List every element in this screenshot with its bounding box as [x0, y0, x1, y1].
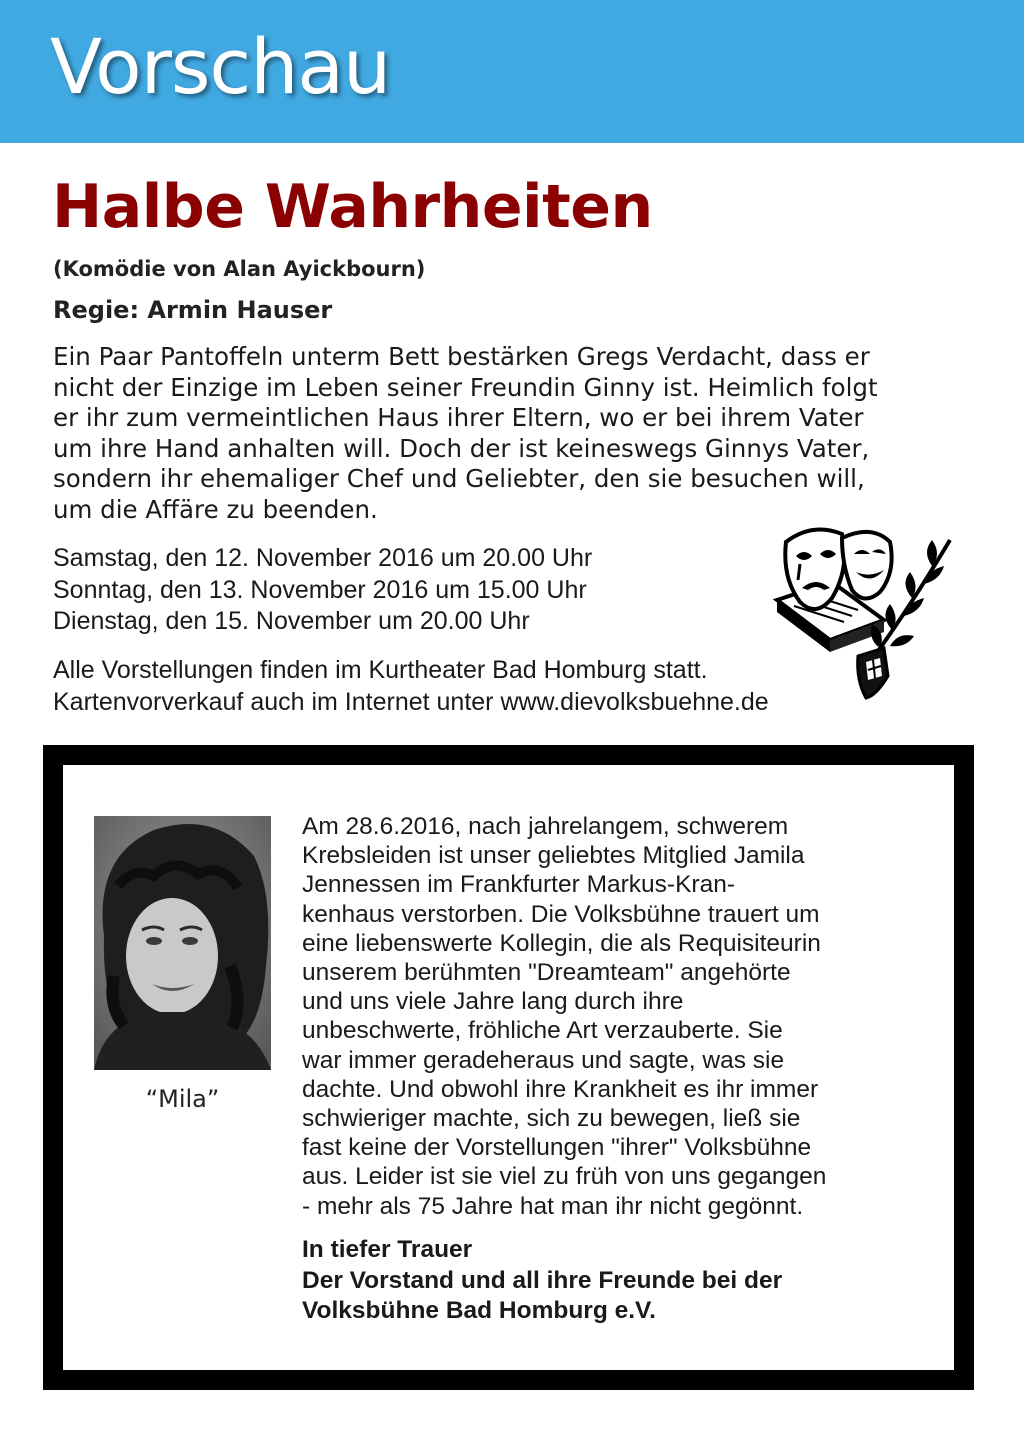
- obituary-line: unbeschwerte, fröhliche Art verzauberte. Sie: [302, 1017, 783, 1045]
- play-subtitle: (Komödie von Alan Ayickbourn): [53, 257, 426, 281]
- play-director: Regie: Armin Hauser: [53, 296, 333, 324]
- obituary-line: schwieriger machte, sich zu bewegen, ließ sie: [302, 1105, 801, 1133]
- venue-info: [53, 654, 769, 718]
- description-line: sondern ihr ehemaliger Chef und Geliebter, den sie besuchen will,: [53, 464, 865, 493]
- performance-date: Dienstag, den 15. November um 20.00 Uhr: [53, 607, 530, 635]
- obituary-line: war immer geradeheraus und sagte, was sie: [302, 1046, 785, 1074]
- obituary-line: fast keine der Vorstellungen "ihrer" Volksbühne: [302, 1134, 812, 1162]
- performance-dates: [53, 543, 592, 638]
- play-description: [53, 342, 933, 525]
- obituary-line: kenhaus verstorben. Die Volksbühne trauert um: [302, 900, 820, 928]
- signoff-line: In tiefer Trauer: [302, 1236, 473, 1263]
- obituary-line: aus. Leider ist sie viel zu früh von uns gegangen: [302, 1163, 827, 1191]
- header-banner: [0, 0, 1024, 143]
- play-title: Halbe Wahrheiten: [52, 172, 653, 242]
- performance-date: Samstag, den 12. November 2016 um 20.00 Uhr: [53, 544, 593, 572]
- theater-masks-icon: [772, 520, 957, 705]
- description-line: um die Affäre zu beenden.: [53, 494, 378, 524]
- description-line: Ein Paar Pantoffeln unterm Bett bestärken Gregs Verdacht, dass er: [53, 342, 870, 371]
- obituary-signoff: [302, 1235, 942, 1327]
- venue-line: Alle Vorstellungen finden im Kurtheater Bad Homburg statt.: [53, 656, 708, 684]
- signoff-line: Der Vorstand und all ihre Freunde bei der: [302, 1266, 783, 1294]
- performance-date: Sonntag, den 13. November 2016 um 15.00 Uhr: [53, 575, 587, 604]
- obituary-line: Krebsleiden ist unser geliebtes Mitglied Jamila: [302, 842, 805, 870]
- venue-line: Kartenvorverkauf auch im Internet unter www.dievolksbuehne.de: [53, 688, 769, 716]
- description-line: um ihre Hand anhalten will. Doch der ist keineswegs Ginnys Vater,: [53, 433, 870, 463]
- obituary-line: dachte. Und obwohl ihre Krankheit es ihr immer: [302, 1075, 819, 1103]
- obituary-line: Jennessen im Frankfurter Markus-Kran-: [302, 871, 735, 899]
- portrait-photo: [94, 816, 271, 1070]
- obituary-line: und uns viele Jahre lang durch ihre: [302, 988, 684, 1016]
- signoff-line: Volksbühne Bad Homburg e.V.: [302, 1297, 656, 1324]
- obituary-line: Am 28.6.2016, nach jahrelangem, schwerem: [302, 813, 789, 840]
- obituary-text: [302, 812, 942, 1221]
- obituary-line: eine liebenswerte Kollegin, die als Requisiteurin: [302, 929, 821, 957]
- page-title: Vorschau: [50, 22, 391, 111]
- obituary-line: unserem berühmten "Dreamteam" angehörte: [302, 959, 791, 987]
- description-line: er ihr zum vermeintlichen Haus ihrer Eltern, wo er bei ihrem Vater: [53, 403, 864, 432]
- description-line: nicht der Einzige im Leben seiner Freundin Ginny ist. Heimlich folgt: [53, 372, 878, 402]
- photo-caption: “Mila”: [145, 1085, 220, 1113]
- obituary-line: - mehr als 75 Jahre hat man ihr nicht gegönnt.: [302, 1192, 804, 1220]
